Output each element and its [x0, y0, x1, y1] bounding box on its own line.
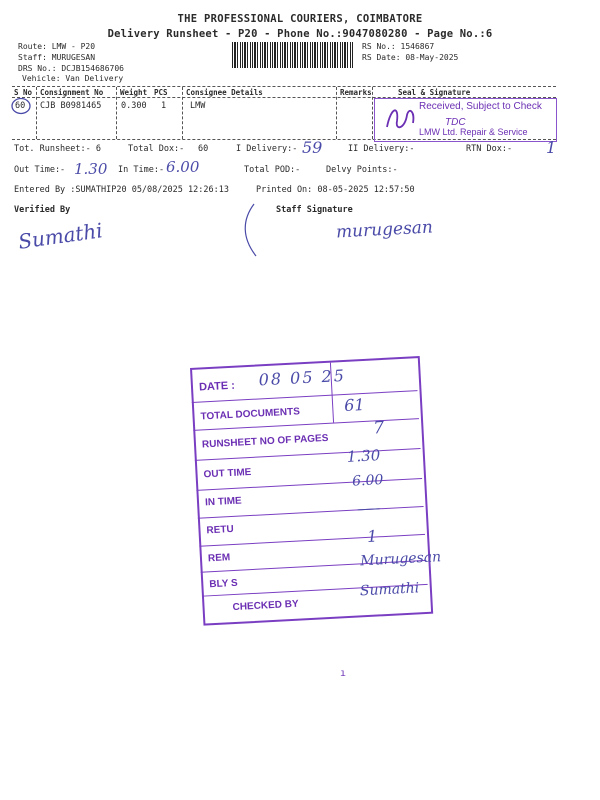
stamp-value-checked-by: Sumathi — [359, 580, 420, 600]
total-dox-value: 60 — [198, 144, 209, 154]
ii-delivery-label: II Delivery:- — [348, 144, 415, 154]
verified-signature: Sumathi — [16, 218, 105, 254]
th-consignment: Consignment No — [40, 88, 104, 97]
th-weight: Weight — [120, 88, 148, 97]
stamp-label-total-documents: TOTAL DOCUMENTS — [200, 406, 301, 423]
th-seal: Seal & Signature — [398, 88, 471, 97]
stamp-value-in-time: 6.00 — [351, 472, 384, 490]
stamp-label-out-time: OUT TIME — [203, 466, 252, 481]
staff: Staff: MURUGESAN — [18, 53, 96, 62]
stamp-date-value: 08 05 25 — [258, 365, 347, 390]
row-pcs: 1 — [161, 101, 167, 111]
rtn-dox-value: 1 — [546, 138, 557, 157]
stamp-date-label: DATE : — [198, 379, 236, 394]
stamp-label-pages: RUNSHEET NO OF PAGES — [201, 432, 329, 451]
row-consignment: CJB B0981465 — [40, 101, 102, 111]
in-time-label: In Time:- — [118, 165, 165, 175]
barcode — [232, 42, 354, 68]
i-delivery-label: I Delivery:- — [236, 144, 298, 154]
col-divider — [116, 87, 117, 139]
runsheet-subtitle: Delivery Runsheet - P20 - Phone No.:9047080280 - Page No.:6 — [107, 28, 493, 40]
col-divider — [36, 87, 37, 139]
seal-scribble-icon — [381, 101, 421, 137]
drs-no: DRS No.: DCJB154686706 — [18, 64, 124, 73]
printed-on: Printed On: 08-05-2025 12:57:50 — [256, 185, 415, 195]
col-divider — [336, 87, 337, 139]
signature-stroke-icon — [236, 200, 266, 260]
stamp-label-remarks: REM — [207, 552, 231, 565]
th-pcs: PCS — [154, 88, 168, 97]
route: Route: LMW - P20 — [18, 42, 96, 51]
stamp-value-total-documents: 61 — [343, 394, 366, 415]
stamp-value-pages: 7 — [372, 417, 385, 439]
staff-signature-label: Staff Signature — [276, 205, 353, 215]
rtn-dox-label: RTN Dox:- — [466, 144, 513, 154]
sno-circle — [10, 97, 32, 115]
i-delivery-value: 59 — [302, 138, 323, 157]
seal-line2: LMW Ltd. Repair & Service — [419, 127, 528, 137]
table-top-rule — [12, 86, 556, 87]
rs-date: RS Date: 08-May-2025 — [362, 53, 459, 62]
seal-line1: Received, Subject to Check — [419, 101, 542, 112]
verified-by-label: Verified By — [14, 205, 71, 215]
rs-no: RS No.: 1546867 — [362, 42, 435, 51]
stamp-label-in-time: IN TIME — [204, 495, 242, 509]
th-remarks: Remarks — [340, 88, 372, 97]
out-time-label: Out Time:- — [14, 165, 66, 175]
in-time-value: 6.00 — [166, 158, 200, 176]
delvy-points-label: Delvy Points:- — [326, 165, 398, 175]
vehicle: Vehicle: Van Delivery — [22, 74, 124, 83]
tot-runsheet: Tot. Runsheet:- 6 — [14, 144, 101, 154]
seal-initials: TDC — [445, 117, 466, 128]
col-divider — [182, 87, 183, 139]
row-sno: 60 — [15, 101, 26, 111]
stray-mark: ı — [340, 668, 347, 679]
stamp-value-delivered-by: Murugesan — [359, 549, 442, 570]
entered-by: Entered By :SUMATHIP20 05/08/2025 12:26:13 — [14, 185, 229, 195]
stamp-label-delivered-by: BLY S — [209, 577, 238, 591]
out-time-value: 1.30 — [74, 160, 108, 178]
row-consignee: LMW — [190, 101, 206, 111]
th-sno: S No — [14, 88, 33, 97]
stamp-label-checked-by: CHECKED BY — [232, 598, 299, 614]
th-consignee: Consignee Details — [186, 88, 263, 97]
col-divider — [372, 87, 373, 139]
stamp-label-return: RETU — [206, 523, 235, 537]
row-weight: 0.300 — [121, 101, 147, 111]
runsheet-stamp — [190, 356, 442, 628]
total-pod-label: Total POD:- — [244, 165, 301, 175]
company-title: THE PROFESSIONAL COURIERS, COIMBATORE — [177, 13, 423, 25]
seal-stamp — [374, 98, 557, 142]
staff-signature: murugesan — [335, 217, 434, 243]
total-dox-label: Total Dox:- — [128, 144, 185, 154]
stamp-value-out-time: 1.30 — [346, 446, 381, 466]
stamp-value-remarks: 1 — [366, 526, 378, 546]
